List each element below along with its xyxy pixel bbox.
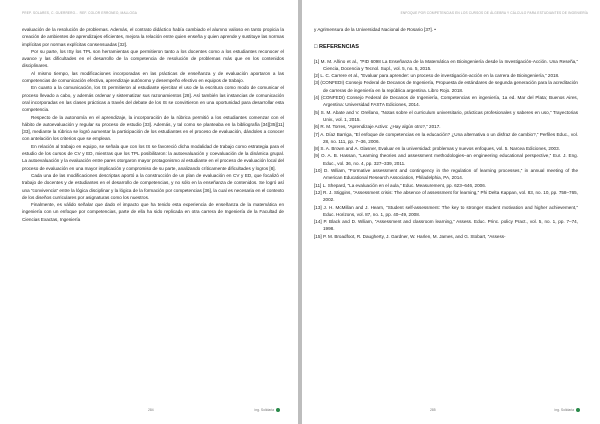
right-page (302, 0, 600, 424)
body-paragraph: Finalmente, es válido señalar que dado el impacto que ha tenido esta experiencia de enseñanza de la matemática en ingeniería con un enfoque por competencias, parte de ella ha sido replicada en otra carrera de Ingeniería de la Facultad de Ciencias Exactas, Ingeniería (22, 202, 284, 222)
left-running-head: PREP. SOLARES, C. GUERRERO… REF. COLOR ERRONEO, MALLOGA (22, 11, 137, 15)
journal-name: ing. Solidaria (254, 407, 275, 412)
left-page-number: 284 (148, 408, 154, 412)
reference-item: [11] L. Shepard, “La evaluación en el aula,” Educ. Measurement, pp. 623–646, 2006. (314, 182, 487, 188)
journal-logo-icon (276, 408, 280, 412)
reference-item: [4] (CONFEDI) Consejo Federal de Decanos de Ingeniería, Competencias en ingeniería, 1a ed. Mar del Plata; Buenos Aires, Argentina: Universidad FASTA Ediciones, 2014. (314, 95, 578, 108)
reference-item: [9] O. A. B. Hassan, “Learning theories and assessment methodologies–an engineering educational perspective,” Eur. J. Eng. Educ., vol. 36, no. 4, pp. 327–339, 2011. (314, 153, 578, 166)
journal-name: ing. Solidaria (554, 407, 575, 412)
reference-item: [2] L. C. Carrere et al., “Evaluar para aprender: un proceso de investigación-acción en la carrera de Bioingeniería,” 2018. (314, 73, 560, 79)
reference-item: [5] S. M. Abate and V. Orellano, “Notas sobre el curriculum universitario, prácticas profesionales y saberes en uso,” Trayectorias Univ., vol. 1, 2015. (314, 109, 578, 122)
reference-item: [13] J. H. McMillan and J. Hearn, “Student self-assessment: The key to stronger student motivation and higher achievement,” Educ. Horizons, vol. 87, no. 1, pp. 40–49, 2008. (314, 204, 578, 217)
left-page (0, 0, 298, 424)
body-paragraph: En cuanto a la comunicación, los IS permitieron al estudiante ejercitar el uso de la escritura como modo de comunicar el proceso llevado a cabo, y además ordenar y sistematizar sus razonamientos [28]. Así también las instancias de comunicación oral incorporadas en las clases prácticas a través del debate de los IS se convirtieron en una oportunidad para desarrollar esta competencia. (22, 85, 284, 113)
journal-logo-icon (576, 408, 580, 412)
references-heading (314, 44, 578, 51)
reference-item: [6] R. M. Torres, “Aprendizaje Activo: ¿Hay algún otro?,” 2017. (314, 124, 441, 130)
reference-item: [14] P. Black and D. Wiliam, “Assessment and classroom learning,” Assess. Educ. Princ. policy Pract., vol. 5, no. 1, pp. 7–74, 1998. (314, 219, 578, 232)
reference-item: [8] S. A. Brown and A. Glasner, Evaluar en la universidad: problemas y nuevos enfoques, vol. 5. Narcea Ediciones, 2003. (314, 146, 560, 152)
references-title: REFERENCIAS (318, 44, 360, 51)
body-paragraph: y Agrimensura de la Universidad Nacional de Rosario [37]. • (314, 27, 436, 32)
reference-item: [12] R. J. Stiggins, “Assessment crisis: The absence of assessment for learning,” Phi Delta Kappan, vol. 83, no. 10, pp. 758–765, 2002. (314, 189, 578, 203)
body-paragraph: Cada una de las modificaciones descriptas aportó a la construcción de un plan de evaluación en CV y ED, que focalizó el trabajo de docentes y de estudiantes en el desarrollo de competencias, y no sólo en la enseñanza de contenidos. Se logró así una “convivencia” entre la lógica disciplinar y la lógica de la formación por competencias [36], la cual es necesaria en el contexto de los diseños curriculares por asignaturas como los nuestros. (22, 172, 284, 200)
body-paragraph: evaluación de la resolución de problemas. Además, el contrato didáctico había cambiado el alumno valioso en tanto propicia la creación de ambientes de aprendizajes eficientes, mejora la relación entre quien enseña y quien aprende y sustituye las normas implícitas por normas explícitas consensuadas [32]. (22, 27, 284, 47)
body-paragraph: Al mismo tiempo, las modificaciones incorporadas en las prácticas de enseñanza y de evaluación aportaron a las competencias de comunicación efectiva, aprendizaje autónomo y desempeño efectivo en equipos de trabajo. (22, 70, 284, 84)
body-paragraph: En relación al trabajo en equipo, se señala que con los IS se favoreció dicha modalidad de trabajo como estrategia para el estudio de los cursos de CV y ED, mientras que los TPL posibilitaron: la autoevaluación y coevaluación de la dinámica grupal. La autoevaluación y la evaluación entre pares otorgaron mayor protagonismo al estudiante en el proceso de evaluación local del proceso de evaluación en una mayor implicación y compromiso de su parte, analizando críticamente dificultades y logros [8]. (22, 143, 284, 171)
reference-item: [10] D. Wiliam, “Formative assessment and contingency in the regulation of learning processes,” in annual meeting of the American Educational Research Association, Philadelphia, PA, 2014. (314, 168, 578, 181)
left-journal-mark (254, 408, 280, 412)
reference-item: [3] (CONFEDI) Consejo Federal de Decanos de Ingeniería, Propuesta de estándares de segunda generación para la acreditación de carreras de ingeniería en la república argentina. Libro Rojo. 2018. (314, 80, 578, 93)
body-paragraph: Respecto de la autonomía en el aprendizaje, la incorporación de la rúbrica permitió a los estudiantes comenzar con el hábito de autoevaluación y regular su proceso de estudio [33]. Además, y tal como se planteaba en la bibliografía [34][35][11][33], mediante la rúbrica se logró aumentar la participación de los estudiantes en el proceso de evaluación, dándoles a conocer con antelación los criterios que se emplean. (22, 114, 284, 142)
body-paragraph: Por su parte, los ISy los TPL son herramientas que permitieron tanto a los docentes como a los estudiantes reconocer el avance y las dificultades en el desarrollo de la competencia de resolución de problemas más que en los contenidos disciplinares. (22, 48, 284, 69)
right-running-head: ENFOQUE POR COMPETENCIAS EN LOS CURSOS DE ÁLGEBRA Y CÁLCULO PARA ESTUDIANTES DE INGENIERÍA (400, 11, 588, 15)
left-body-text (22, 26, 284, 223)
bullet-square-icon: □ (314, 44, 319, 51)
right-body-text (314, 26, 578, 240)
reference-item: [7] A. Díaz Barriga, “El enfoque de competencias en la educación? ¿Una alternativa o un disfraz de cambio?,” Perfiles Educ., vol. 28, no. 111, pp. 7–36, 2006. (314, 131, 578, 144)
right-page-number: 285 (430, 408, 436, 412)
reference-item: [15] P. M. Broadfoot, R. Daugherty, J. Gardner, W. Harlen, M. James, and G. Stobart, “Assess- (314, 233, 506, 239)
right-journal-mark (554, 408, 580, 412)
reference-item: [1] M. M. Añino et al., “PID 6098 La Enseñanza de la Matemática en Bioingeniería desde la Investigación-Acción. Una Reseña,” Ciencia, Docencia y Tecnol. Supl., vol. 5, no. 5, 2015. (314, 58, 578, 71)
